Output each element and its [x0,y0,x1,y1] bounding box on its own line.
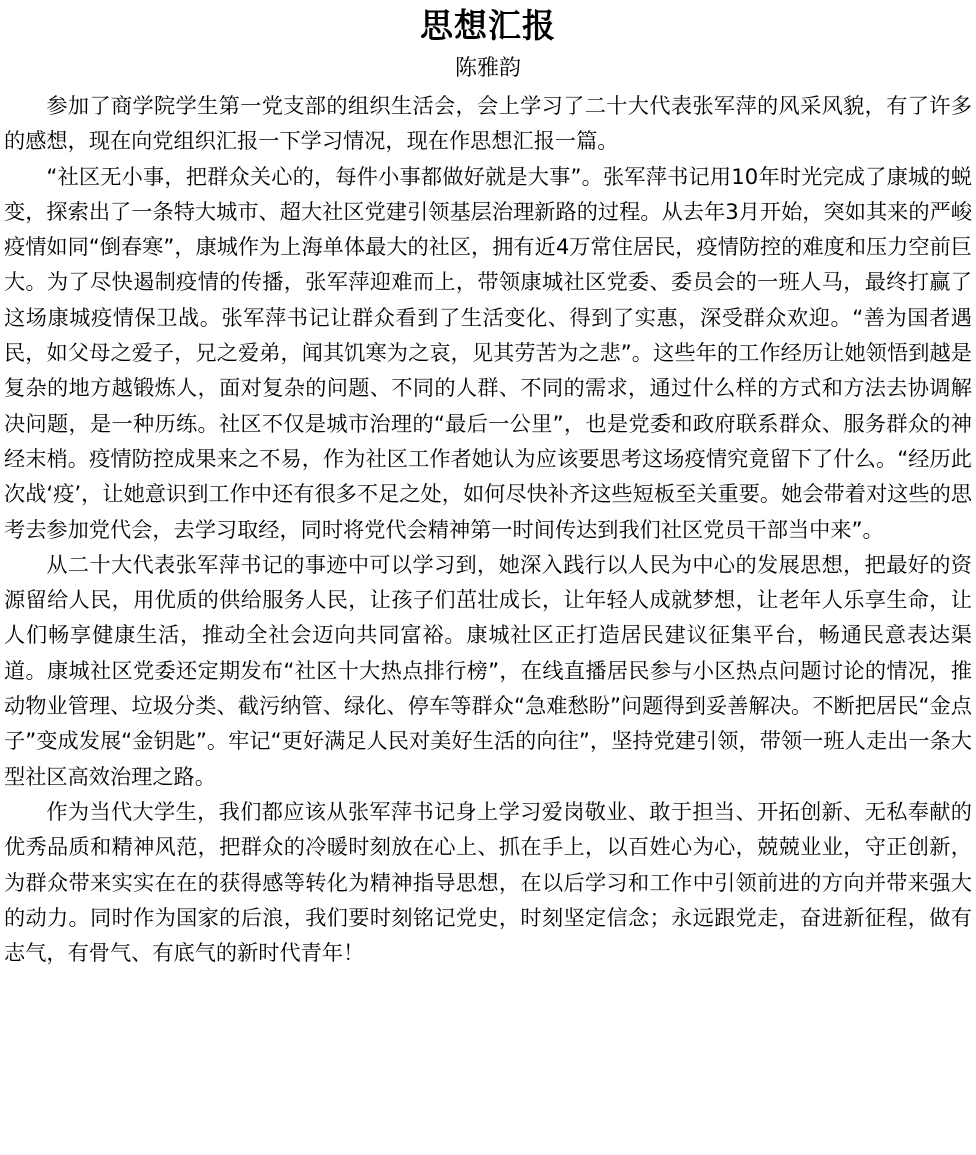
author-name: 陈雅韵 [454,56,521,81]
paragraph-3: 从二十大代表张军萍书记的事迹中可以学习到，她深入践行以人民为中心的发展思想，把最好的资源留给人民，用优质的供给服务人民，让孩子们茁壮成长，让年轻人成就梦想，让老年人乐享生命，让人们畅享健康生活，推动全社会迈向共同富裕。康城社区正打造居民建议征集平台，畅通民意表达渠道。康城社区党委还定期发布“社区十大热点排行榜”，在线直播居民参与小区热点问题讨论的情况，推动物业管理、垃圾分类、截污纳管、绿化、停车等群众“急难愁盼”问题得到妥善解决。不断把居民“金点子”变成发展“金钥匙”。牢记“更好满足人民对美好生活的向往”，坚持党建引领，带领一班人走出一条大型社区高效治理之路。 [4,551,972,789]
paragraph-2: “社区无小事，把群众关心的，每件小事都做好就是大事”。张军萍书记用10年时光完成了康城的蜕变，探索出了一条特大城市、超大社区党建引领基层治理新路的过程。从去年3月开始，突如其来的严峻疫情如同“倒春寒”，康城作为上海单体最大的社区，拥有近4万常住居民，疫情防控的难度和压力空前巨大。为了尽快遏制疫情的传播，张军萍迎难而上，带领康城社区党委、委员会的一班人马，最终打赢了这场康城疫情保卫战。张军萍书记让群众看到了生活变化、得到了实惠，深受群众欢迎。“善为国者遇民，如父母之爱子，兄之爱弟，闻其饥寒为之哀，见其劳苦为之悲”。这些年的工作经历让她领悟到越是复杂的地方越锻炼人，面对复杂的问题、不同的人群、不同的需求，通过什么样的方式和方法去协调解决问题，是一种历练。社区不仅是城市治理的“最后一公里”，也是党委和政府联系群众、服务群众的神经末梢。疫情防控成果来之不易，作为社区工作者她认为应该要思考这场疫情究竟留下了什么。“经历此次战‘疫’，让她意识到工作中还有很多不足之处，如何尽快补齐这些短板至关重要。她会带着对这些的思考去参加党代会，去学习取经，同时将党代会精神第一时间传达到我们社区党员干部当中来”。 [4,163,972,542]
paragraph-4: 作为当代大学生，我们都应该从张军萍书记身上学习爱岗敬业、敢于担当、开拓创新、无私奉献的优秀品质和精神风范，把群众的冷暖时刻放在心上、抓在手上，以百姓心为心，兢兢业业，守正创新，为群众带来实实在在的获得感等转化为精神指导思想，在以后学习和工作中引领前进的方向并带来强大的动力。同时作为国家的后浪，我们要时刻铭记党史，时刻坚定信念；永远跟党走，奋进新征程，做有志气，有骨气、有底气的新时代青年！ [4,798,972,966]
document-title: 思想汇报 [420,6,556,45]
paragraph-1: 参加了商学院学生第一党支部的组织生活会，会上学习了二十大代表张军萍的风采风貌，有了许多的感想，现在向党组织汇报一下学习情况，现在作思想汇报一篇。 [4,93,972,154]
document-page [4,0,972,1155]
